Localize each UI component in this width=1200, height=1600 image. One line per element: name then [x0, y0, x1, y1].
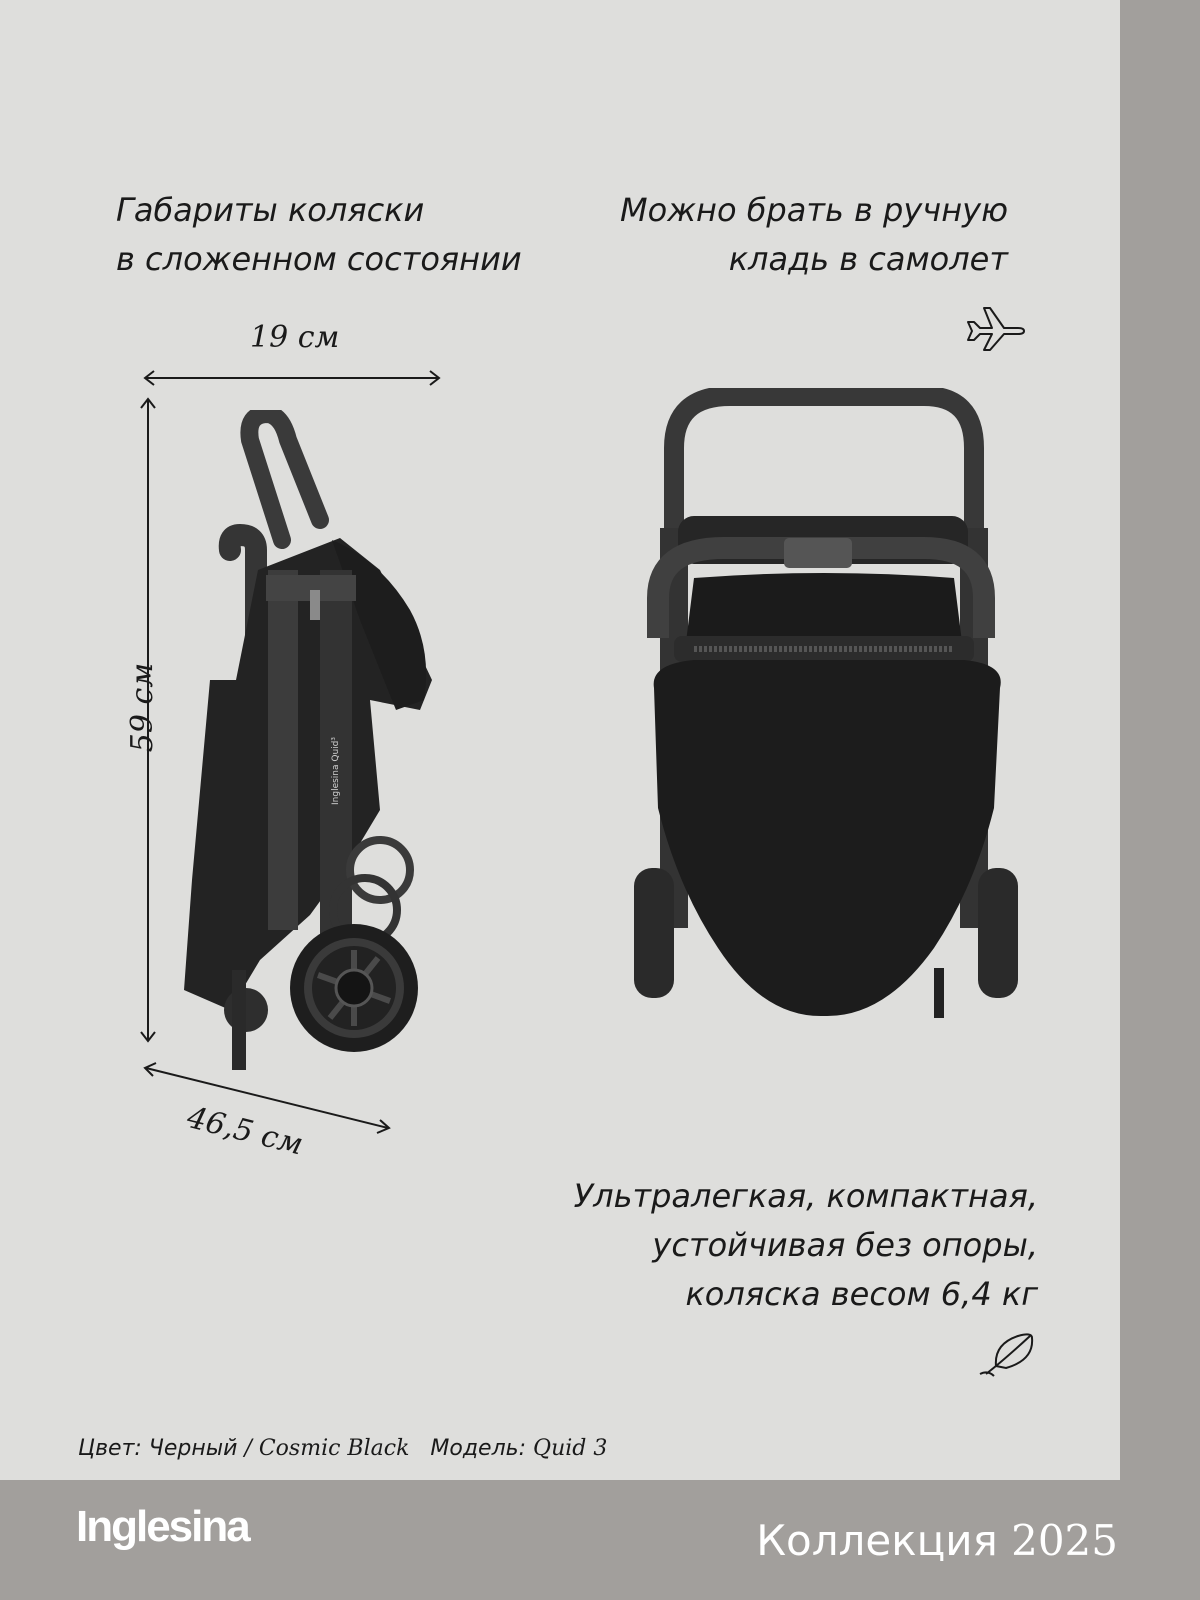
depth-arrow [140, 1058, 400, 1138]
model-name: Quid 3 [533, 1436, 608, 1461]
height-dimension-label: 59 см [125, 662, 161, 753]
folded-size-heading [116, 186, 522, 284]
right-decorative-band [1120, 0, 1200, 1480]
collection-label [756, 1516, 1118, 1565]
depth-dimension-label: 46,5 см [183, 1100, 307, 1163]
stroller-front-view-image [634, 388, 1024, 1028]
lightweight-heading-line-2: устойчивая без опоры, [652, 1226, 1038, 1264]
collection-text: Коллекция [756, 1516, 998, 1565]
color-name: / Cosmic Black [244, 1436, 410, 1461]
color-label: Цвет: Черный [78, 1436, 238, 1461]
footer-bar [0, 1480, 1200, 1600]
stroller-side-view-image [170, 410, 450, 1070]
stroller-side-brand-label: Inglesina Quid³ [331, 737, 341, 805]
airplane-icon [966, 300, 1026, 352]
collection-year: 2025 [1011, 1516, 1118, 1565]
lightweight-heading-line-1: Ультралегкая, компактная, [573, 1177, 1038, 1215]
lightweight-heading-line-3: коляска весом 6,4 кг [685, 1275, 1038, 1313]
folded-size-heading-line-2: в сложенном состоянии [116, 240, 522, 278]
model-label: Модель: [430, 1436, 527, 1461]
carry-on-heading [620, 186, 1008, 284]
height-arrow [136, 396, 160, 1046]
brand-logo: Inglesina [76, 1502, 249, 1551]
feather-icon [978, 1330, 1038, 1380]
width-dimension-label: 19 см [250, 320, 340, 355]
product-info-line [78, 1436, 607, 1461]
carry-on-heading-line-2: кладь в самолет [728, 240, 1008, 278]
folded-size-heading-line-1: Габариты коляски [116, 191, 425, 229]
lightweight-heading [574, 1172, 1038, 1319]
carry-on-heading-line-1: Можно брать в ручную [620, 191, 1008, 229]
width-arrow [140, 368, 450, 388]
